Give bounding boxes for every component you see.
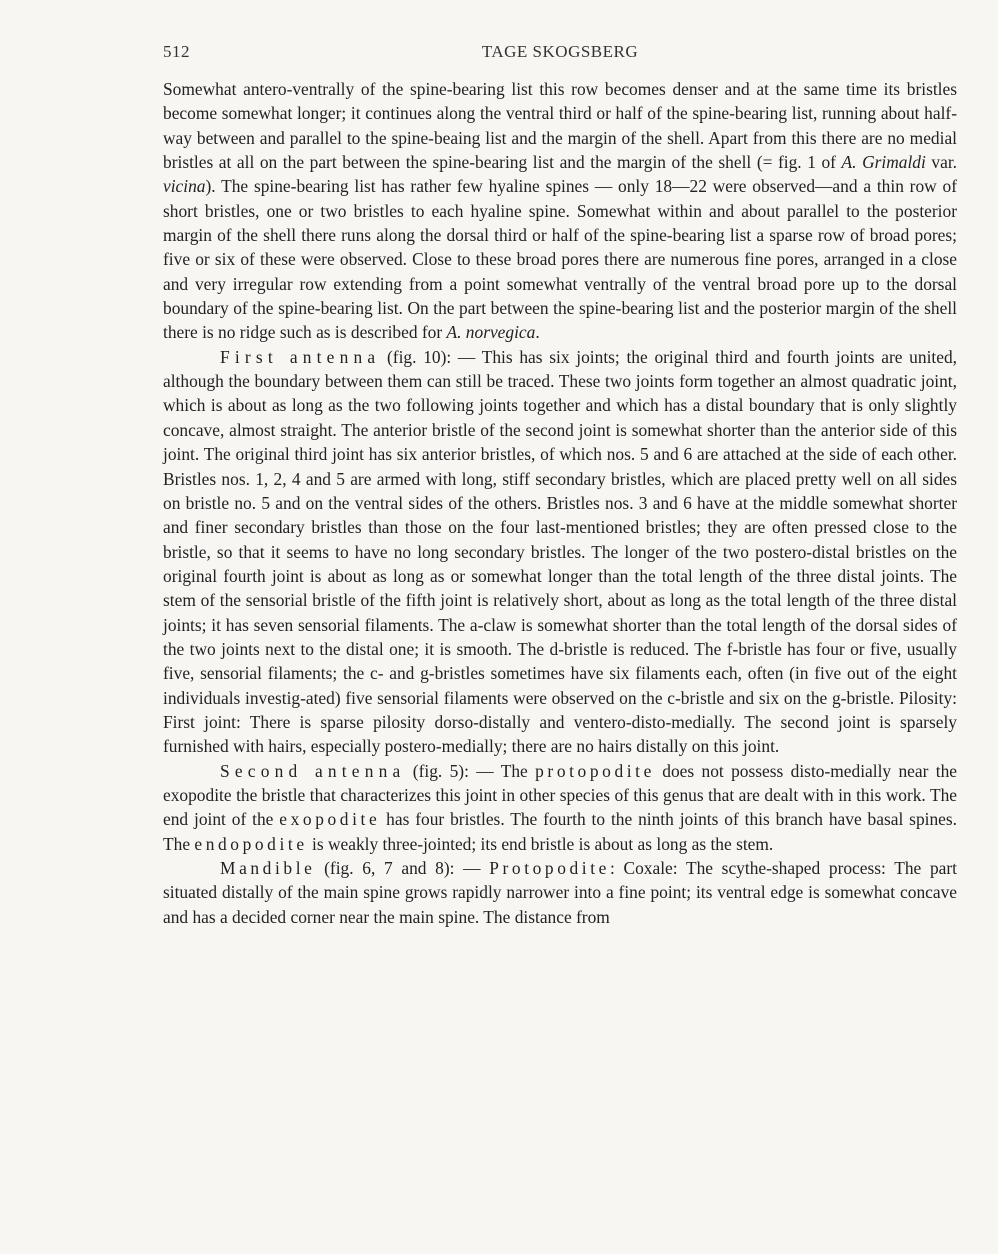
paragraph-text: (fig. 6, 7 and 8): —	[315, 858, 490, 878]
spaced-term: Protopodite	[489, 858, 610, 878]
body-text	[163, 77, 957, 929]
paragraph-mandible	[163, 856, 957, 929]
running-head: TAGE SKOGSBERG	[481, 42, 639, 61]
paragraph-text: does not possess disto-medially near the exopodite the bristle that characterizes this joint in other species of this genus that are dealt with in this work. The end joint of the	[163, 760, 957, 830]
paragraph-text: .	[535, 322, 540, 343]
paragraph-text: ). The spine-bearing list has rather few hyaline spines — only 18—22 were observed—and a thin row of short bristles, one or two bristles to each hyaline spine. Somewhat within and about parallel to the posterior margin of the shell there runs along the dorsal third or half of the spine-bearing list a sparse row of broad pores; five or six of these were observed. Close to these broad pores there are numerous fine pores, arranged in a close and very irregular row extending from a point somewhat ventrally of the ventral broad pore up to the dorsal boundary of the spine-bearing list. On the part between the spine-bearing list and the posterior margin of the shell there is no ridge such as is described for	[163, 176, 957, 343]
paragraph-text: Somewhat antero-ventrally of the spine-bearing list this row becomes denser and at the same time its bristles become somewhat longer; it continues along the ventral third or half of the spine-bearing list, running about half-way between and parallel to the spine-beaing list and the margin of the shell. Apart from this there are no medial bristles at all on the part between the spine-bearing list and the margin of the shell (= fig. 1 of	[163, 79, 957, 173]
spaced-term: protopodite	[535, 760, 655, 781]
section-heading: Second antenna	[220, 760, 406, 781]
paragraph-text: has four bristles. The fourth to the ninth joints of this branch have basal spines. The	[163, 809, 957, 854]
spaced-term: endopodite	[194, 833, 308, 854]
spaced-term: exopodite	[279, 809, 381, 830]
paragraph-shell	[163, 77, 957, 345]
paragraph-text: (fig. 5): — The	[405, 760, 536, 781]
section-heading: First antenna	[220, 346, 381, 367]
paragraph-text: (fig. 10): — This has six joints; the original third and fourth joints are united, although the boundary between them can still be traced. These two joints form together an almost quadratic joint, which is about as long as the two following joints together and which has a distal boundary that is only slightly concave, almost straight. The anterior bristle of the second joint is somewhat shorter than the anterior side of this joint. The original third joint has six anterior bristles, of which nos. 5 and 6 are attached at the side of each other. Bristles nos. 1, 2, 4 and 5 are armed with long, stiff secondary bristles, which are placed pretty well on all sides on bristle no. 5 and on the ventral sides of the others. Bristles nos. 3 and 6 have at the middle somewhat shorter and finer secondary bristles than those on the four last-mentioned bristles; they are often pressed close to the bristle, so that it seems to have no long secondary bristles. The longer of the two postero-distal bristles on the original fourth joint is about as long as or somewhat longer than the total length of the three distal joints. The stem of the sensorial bristle of the fifth joint is relatively short, about as long as the total length of the three distal joints; it has seven sensorial filaments. The a-claw is somewhat shorter than the total length of the dorsal sides of the two joints next to the distal one; it is smooth. The d-bristle is reduced. The f-bristle has four or five, usually five, sensorial filaments; the c- and g-bristles sometimes have six filaments each, often (in five out of the eight individuals investig-ated) five sensorial filaments were observed on the c-bristle and six on the g-bristle. Pilosity: First joint: There is sparse pilosity dorso-distally and ventero-disto-medially. The second joint is sparsely furnished with hairs, especially postero-medially; there are no hairs distally on this joint.	[163, 346, 957, 757]
taxon-name: A. norvegica	[446, 322, 536, 343]
taxon-name: A. Grimaldi	[841, 152, 926, 173]
section-heading: Mandible	[220, 858, 316, 878]
paragraph-text: : Coxale: The scythe-shaped process: The part situated distally of the main spine grows rapidly narrower into a fine point; its ventral edge is somewhat concave and has a decided corner near the main spine. The distance from	[163, 858, 957, 927]
page-header	[163, 42, 957, 68]
paragraph-text: var.	[925, 152, 957, 173]
taxon-name: vicina	[163, 176, 206, 197]
paragraph-first-antenna	[163, 345, 957, 759]
page-number: 512	[163, 42, 190, 61]
paragraph-second-antenna	[163, 759, 957, 856]
paragraph-text: is weakly three-jointed; its end bristle is about as long as the stem.	[307, 833, 774, 854]
